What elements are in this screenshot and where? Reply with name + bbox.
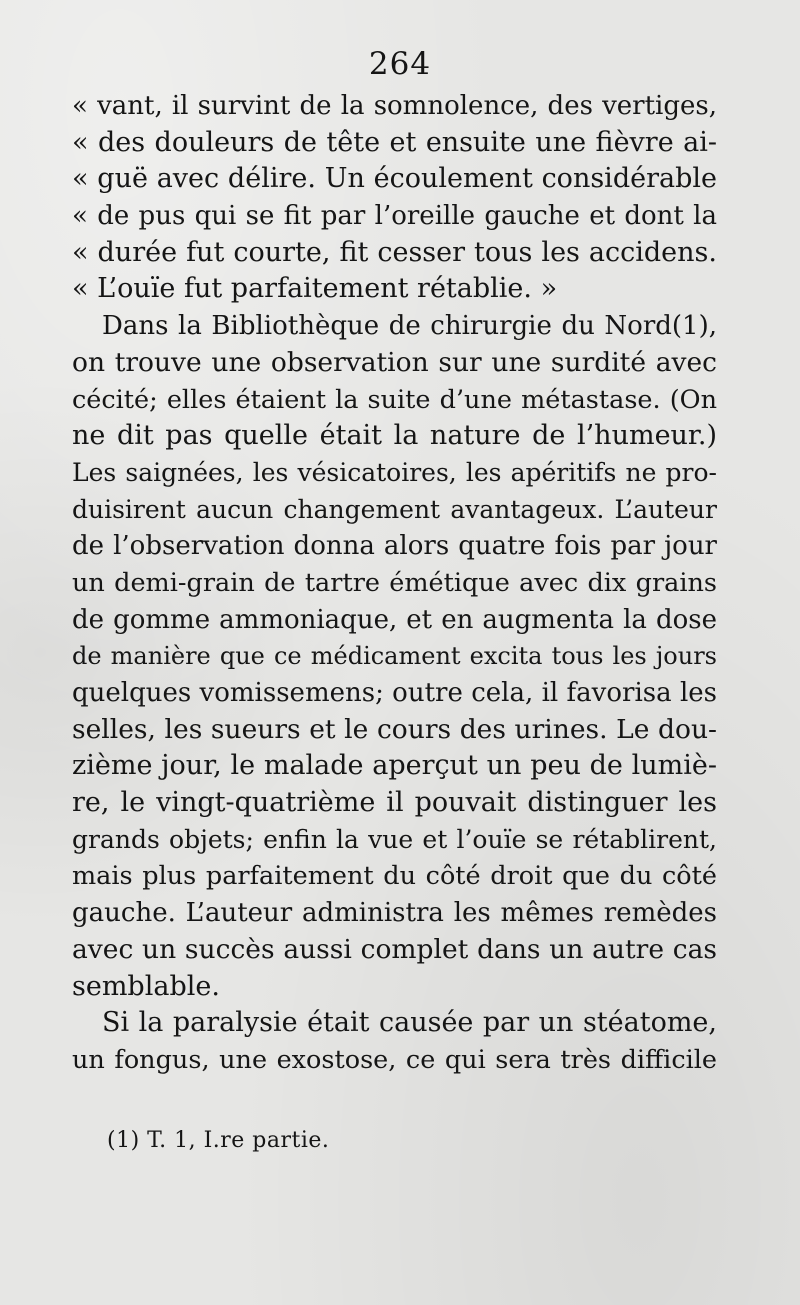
text-line: semblable.	[72, 970, 220, 1002]
footnote: (1) T. 1, I.re partie.	[107, 1128, 330, 1153]
text-line: « L’ouïe fut parfaitement rétablie. »	[72, 273, 558, 305]
text-line: selles, les sueurs et le cours des urines. Le dou-	[72, 713, 717, 745]
text-line: de gomme ammoniaque, et en augmenta la dose	[72, 604, 717, 635]
text-line: grands objets; enfin la vue et l’ouïe se rétablirent,	[72, 824, 717, 854]
body-text	[72, 88, 717, 1079]
text-line: duisirent aucun changement avantageux. L’auteur	[72, 494, 717, 524]
text-line: « vant, il survint de la somnolence, des vertiges,	[72, 91, 717, 121]
text-line: avec un succès aussi complet dans un autre cas	[72, 933, 717, 965]
text-line: « guë avec délire. Un écoulement considérable	[72, 163, 717, 195]
text-line: « de pus qui se fit par l’oreille gauche et dont la	[72, 201, 717, 232]
text-line: gauche. L’auteur administra les mêmes remèdes	[72, 898, 717, 929]
text-line: un demi-grain de tartre émétique avec dix grains	[72, 567, 717, 598]
text-line: « des douleurs de tête et ensuite une fièvre ai-	[72, 126, 717, 158]
text-line: mais plus parfaitement du côté droit que du côté	[72, 861, 717, 892]
text-line: zième jour, le malade aperçut un peu de lumiè-	[72, 750, 717, 782]
text-line: Les saignées, les vésicatoires, les apéritifs ne pro-	[72, 457, 717, 487]
text-line: ne dit pas quelle était la nature de l’humeur.)	[72, 420, 717, 452]
text-line: quelques vomissemens; outre cela, il favorisa les	[72, 678, 717, 708]
text-line: on trouve une observation sur une surdité avec	[72, 346, 717, 378]
text-line: Dans la Bibliothèque de chirurgie du Nord(1),	[102, 311, 717, 342]
text-line: de l’observation donna alors quatre fois par jour	[72, 531, 717, 562]
text-line: « durée fut courte, fit cesser tous les accidens.	[72, 236, 717, 268]
text-line: Si la paralysie était causée par un stéatome,	[102, 1007, 717, 1039]
page-number: 264	[368, 46, 432, 82]
text-line: re, le vingt-quatrième il pouvait distinguer les	[72, 787, 717, 819]
text-line: un fongus, une exostose, ce qui sera très difficile	[72, 1044, 717, 1075]
text-line: cécité; elles étaient la suite d’une métastase. (On	[72, 384, 717, 415]
text-line: de manière que ce médicament excita tous les jours	[72, 642, 717, 671]
